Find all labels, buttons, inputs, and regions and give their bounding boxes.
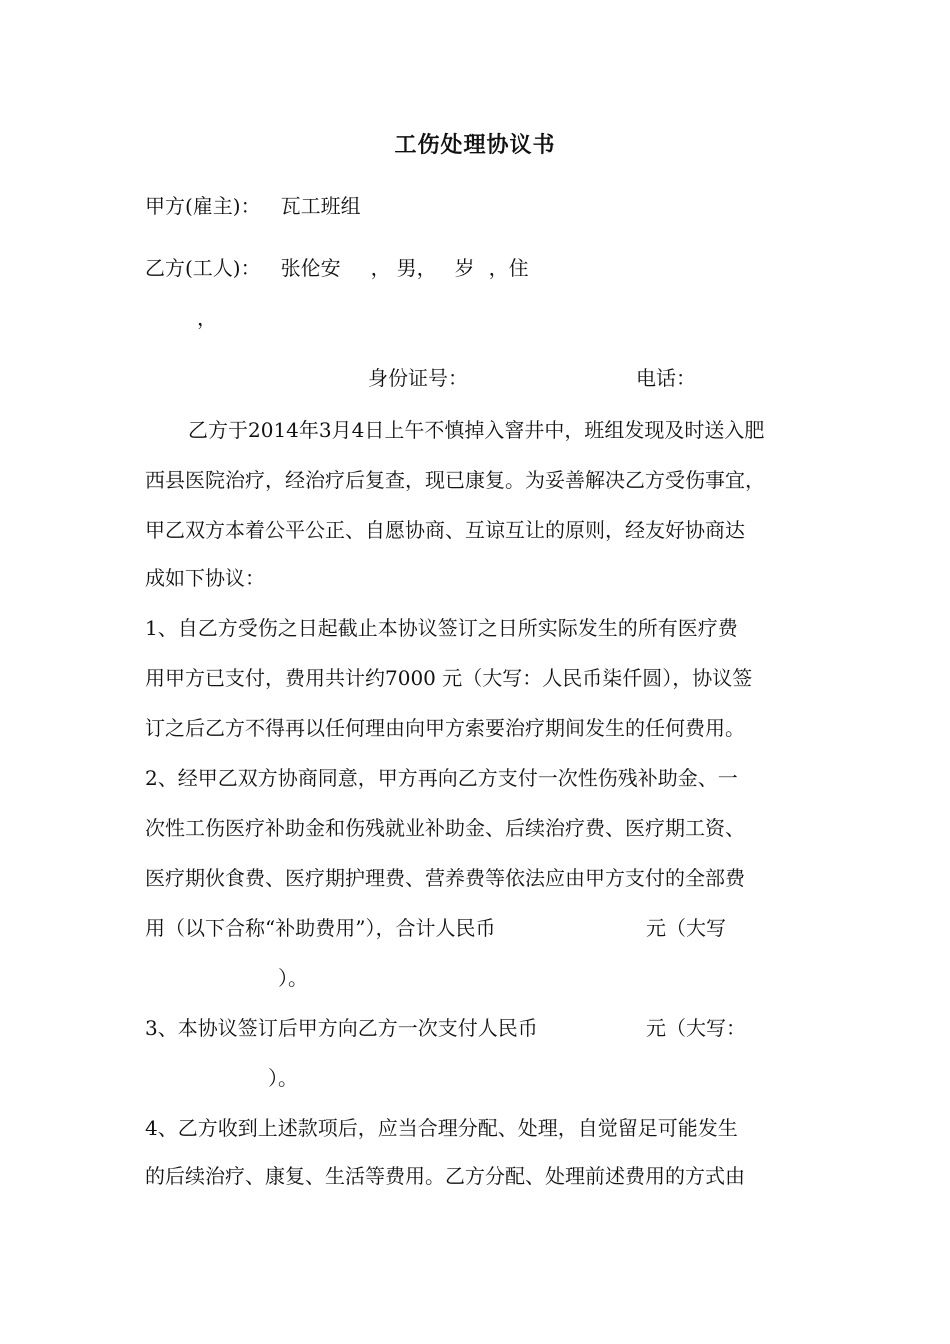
- clause3-line-2: ）。: [268, 1066, 298, 1090]
- party-b-line: [145, 258, 529, 278]
- party-b-residence: ，住: [488, 256, 529, 280]
- party-b-residence-line: ，: [197, 306, 217, 330]
- party-b-phone-label: 电话：: [636, 366, 696, 390]
- intro-line: 乙方于2014年3月4日上午不慎掉入窨井中，班组发现及时送入肥: [188, 418, 765, 442]
- intro-line: 成如下协议：: [145, 566, 265, 590]
- clause2-line-4a: 用（以下合称“补助费用”），合计人民币: [145, 916, 496, 940]
- clause2-line: 2、经甲乙双方协商同意，甲方再向乙方支付一次性伤残补助金、一: [145, 766, 738, 790]
- party-b-comma: ，: [370, 256, 391, 280]
- party-a-value: 瓦工班组: [280, 194, 361, 218]
- clause1-line: 订之后乙方不得再以任何理由向甲方索要治疗期间发生的任何费用。: [145, 716, 745, 740]
- intro-line: 西县医院治疗，经治疗后复查，现已康复。为妥善解决乙方受伤事宜，: [145, 468, 765, 492]
- party-b-age: 岁: [454, 256, 475, 280]
- party-b-id-label: 身份证号：: [368, 366, 468, 390]
- party-b-label: 乙方(工人)：: [145, 256, 261, 280]
- clause3-line-b: 元（大写：: [646, 1016, 746, 1040]
- document-title: 工伤处理协议书: [394, 133, 556, 158]
- party-a-line: [145, 196, 361, 216]
- clause2-line-5: ）。: [278, 966, 308, 990]
- party-b-name: 张伦安: [280, 256, 341, 280]
- party-a-label: 甲方(雇主)：: [145, 194, 261, 218]
- clause4-line: 4、乙方收到上述款项后，应当合理分配、处理，自觉留足可能发生: [145, 1116, 738, 1140]
- clause2-line: 医疗期伙食费、医疗期护理费、营养费等依法应由甲方支付的全部费: [145, 866, 745, 890]
- intro-line: 甲乙双方本着公平公正、自愿协商、互谅互让的原则，经友好协商达: [145, 518, 745, 542]
- clause1-line: 1、自乙方受伤之日起截止本协议签订之日所实际发生的所有医疗费: [145, 616, 738, 640]
- clause1-line: 用甲方已支付，费用共计约7000 元（大写：人民币柒仟圆），协议签: [145, 666, 753, 690]
- clause2-line: 次性工伤医疗补助金和伤残就业补助金、后续治疗费、医疗期工资、: [145, 816, 745, 840]
- party-b-gender: 男，: [396, 256, 437, 280]
- clause3-line-a: 3、本协议签订后甲方向乙方一次支付人民币: [145, 1016, 538, 1040]
- clause2-line-4b: 元（大写: [646, 916, 726, 940]
- clause4-line: 的后续治疗、康复、生活等费用。乙方分配、处理前述费用的方式由: [145, 1164, 745, 1188]
